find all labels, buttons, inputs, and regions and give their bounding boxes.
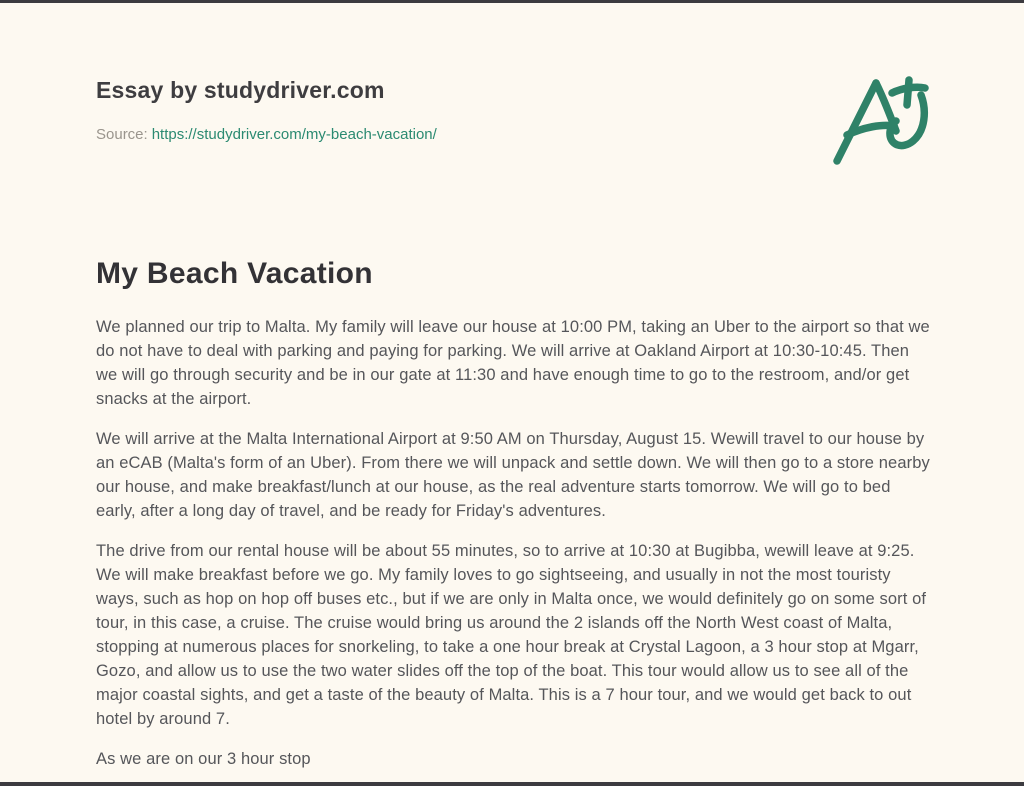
essay-paragraph-4: As we are on our 3 hour stop [96, 750, 311, 768]
essay-title: My Beach Vacation [96, 257, 373, 290]
essay-paragraph-3: The drive from our rental house will be about 55 minutes, so to arrive at 10:30 at Bugibba, wewill leave at 9:25. We will make breakfast before we go. My family loves to go sightseeing, and usually in not the most touristy ways, such as hop on hop off buses etc., but if we are only in Malta once, we would definitely go on some sort of tour, in this case, a cruise. The cruise would bring us around the 2 islands off the North West coast of Malta, stopping at numerous places for snorkeling, to take a one hour break at Crystal Lagoon, a 3 hour stop at Mgarr, Gozo, and allow us to use the two water slides off the top of the boat. This tour would allow us to see all of the major coastal sights, and get a taste of the beauty of Malta. This is a 7 hour tour, and we would get back to out hotel by around 7. [96, 542, 927, 728]
studydriver-logo [826, 71, 930, 167]
page-title: Essay by studydriver.com [96, 77, 385, 103]
page-header [96, 77, 930, 143]
page-content [96, 3, 930, 771]
source-label: Source: [96, 126, 148, 143]
source-link[interactable]: https://studydriver.com/my-beach-vacation/ [151, 126, 437, 143]
essay-paragraph-1: We planned our trip to Malta. My family will leave our house at 10:00 PM, taking an Uber to the airport so that we do not have to deal with parking and paying for parking. We will arrive at Oakland Airport at 10:30-10:45. Then we will go through security and be in our gate at 11:30 and have enough time to go to the restroom, and/or get snacks at the airport. [96, 318, 930, 408]
source-line [96, 126, 930, 143]
essay-body [96, 315, 930, 771]
essay-paragraph-2: We will arrive at the Malta International Airport at 9:50 AM on Thursday, August 15. Wewill travel to our house by an eCAB (Malta's form of an Uber). From there we will unpack and settle down. We will then go to a store nearby our house, and make breakfast/lunch at our house, as the real adventure starts tomorrow. We will go to bed early, after a long day of travel, and be ready for Friday's adventures. [96, 430, 930, 520]
essay-page [0, 3, 1024, 782]
a-plus-logo-icon [826, 71, 930, 167]
